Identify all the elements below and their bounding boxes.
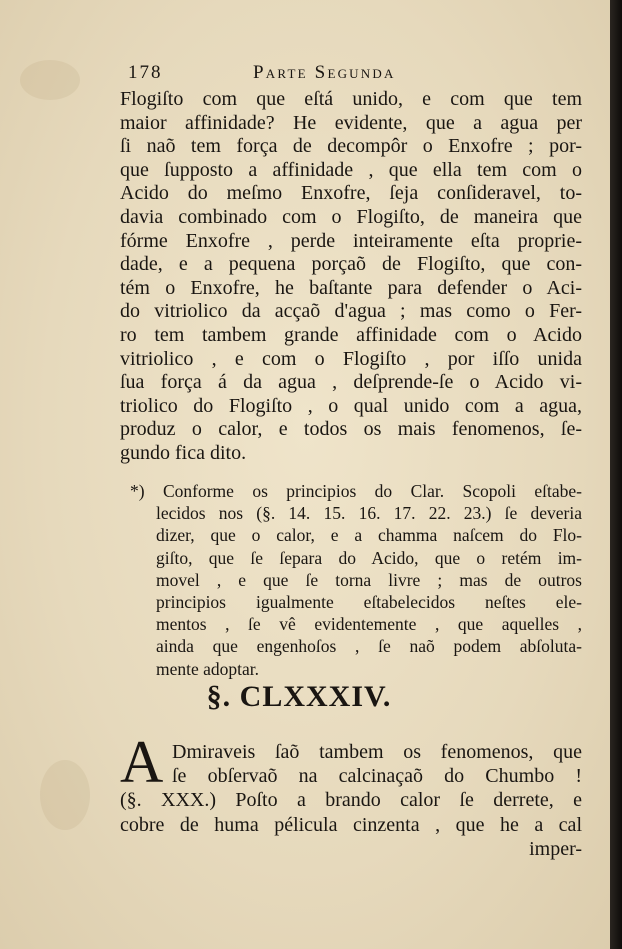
text-line: maior affinidade? He evidente, que a agua per [120, 111, 582, 134]
text-line: cobre de huma pélicula cinzenta , que he a cal [120, 813, 582, 836]
section-paragraph [120, 740, 582, 861]
footnote [130, 480, 582, 680]
footnote-line: *) Conforme os principios do Clar. Scopoli eſtabe- [130, 481, 582, 501]
text-line: produz o calor, e todos os mais fenomenos, ſe- [120, 418, 582, 441]
page-header [128, 60, 478, 86]
footnote-line: mente adoptar. [156, 658, 260, 679]
footnote-line: giſto, que ſe ſepara do Acido, que o retém im- [156, 547, 582, 568]
text-line: gundo fica dito. [120, 441, 247, 464]
text-line: do vitriolico da acçaõ d'agua ; mas como o Fer- [120, 300, 582, 323]
text-line: ro tem tambem grande affinidade com o Acido [120, 323, 582, 346]
text-line: que ſupposto a affinidade , que ella tem com o [120, 158, 582, 181]
text-line: (§. XXX.) Poſto a brando calor ſe derrete, e [120, 789, 582, 812]
book-gutter [610, 0, 622, 949]
text-line: ſi naõ tem força de decompôr o Enxofre ; por- [120, 135, 582, 158]
text-line: fórme Enxofre , perde inteiramente eſta proprie- [120, 229, 582, 252]
footnote-line: dizer, que o calor, e a chamma naſcem do Flo- [156, 525, 582, 546]
section-heading-text: §. CLXXXIV. [206, 680, 392, 713]
text-line: davia combinado com o Flogiſto, de maneira que [120, 205, 582, 228]
text-line: ſua força á da agua , deſprende-ſe o Acido vi- [120, 371, 582, 394]
text-line: Flogiſto com que eſtá unido, e com que tem [120, 88, 582, 110]
text-line: triolico do Flogiſto , o qual unido com a agua, [120, 394, 582, 417]
text-line: ſe obſervaõ na calcinaçaõ do Chumbo ! [172, 765, 582, 788]
footnote-line: movel , e que ſe torna livre ; mas de outros [156, 569, 582, 590]
text-line: vitriolico , e com o Flogiſto , por iſſo unida [120, 347, 582, 370]
drop-cap: A [120, 729, 164, 795]
footnote-line: lecidos nos (§. 14. 15. 16. 17. 22. 23.) ſe deveria [156, 503, 582, 524]
footnote-line: principios igualmente eſtabelecidos neſtes ele- [156, 591, 582, 612]
body-text [120, 88, 582, 466]
text-line: Acido do meſmo Enxofre, ſeja conſideravel, to- [120, 182, 582, 205]
text-line: Dmiraveis ſaõ tambem os fenomenos, que [172, 741, 582, 763]
text-line: tém o Enxofre, he baſtante para defender o Aci- [120, 276, 582, 299]
catchword: imper- [529, 837, 582, 860]
paper-stain [20, 60, 80, 100]
running-title: Parte Segunda [253, 62, 396, 83]
paper-stain [40, 760, 90, 830]
page-number: 178 [128, 62, 163, 83]
footnote-line: mentos , ſe vê evidentemente , que aquelles , [156, 614, 582, 635]
section-heading [0, 680, 610, 714]
text-line: dade, e a pequena porçaõ de Flogiſto, que con- [120, 253, 582, 276]
footnote-line: ainda que engenhoſos , ſe naõ podem abſoluta- [156, 636, 582, 657]
